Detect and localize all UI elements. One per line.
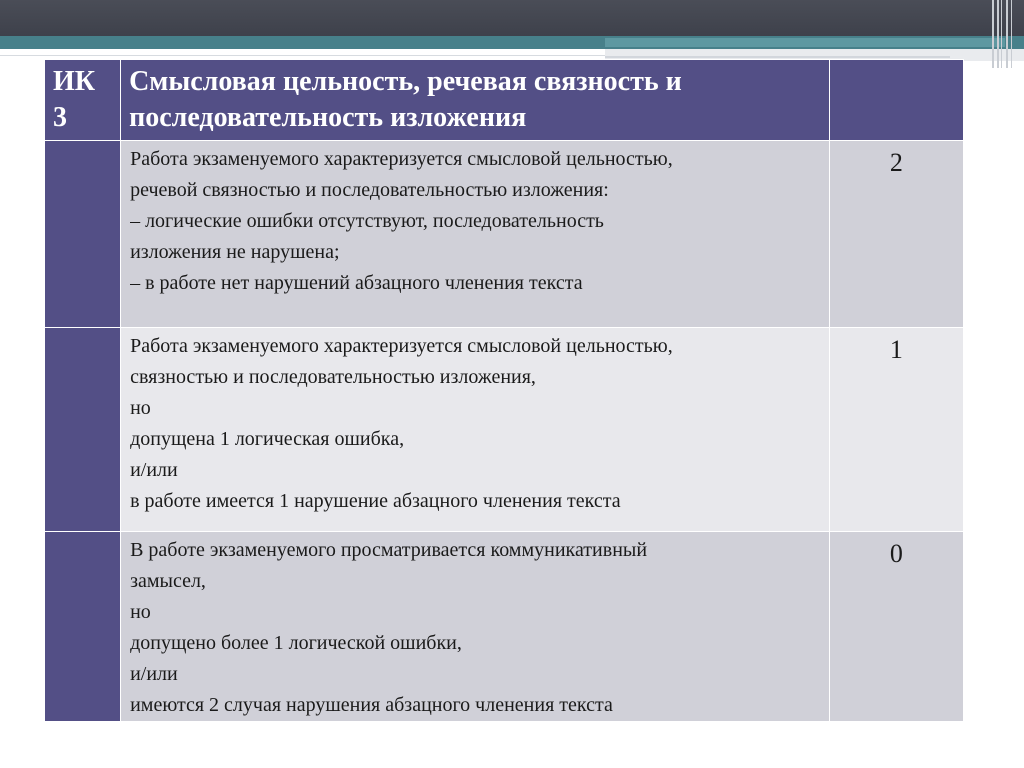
description-line: и/или [130, 663, 178, 685]
description-line: замысел, [130, 570, 206, 592]
criterion-code-line2: 3 [53, 102, 67, 133]
description-line: и/или [130, 459, 178, 481]
vertical-lines-ornament [992, 0, 1016, 68]
description-cell [121, 532, 830, 722]
description-line: имеются 2 случая нарушения абзацного членения текста [130, 694, 613, 716]
description-line: связностью и последовательностью изложения, [130, 366, 536, 388]
description-line: в работе имеется 1 нарушение абзацного членения текста [130, 490, 621, 512]
score-value: 2 [889, 148, 903, 177]
score-cell [829, 532, 963, 722]
description-cell [121, 328, 830, 532]
description-line: – в работе нет нарушений абзацного членения текста [130, 272, 583, 294]
row-marker-cell [45, 328, 121, 532]
table-row [45, 141, 964, 328]
table-header-row [45, 60, 964, 141]
teal-highlight-band [605, 38, 1005, 47]
description-line: допущена 1 логическая ошибка, [130, 428, 405, 450]
score-cell [829, 141, 963, 328]
score-value: 0 [889, 539, 903, 568]
row-marker-cell [45, 532, 121, 722]
description-cell [121, 141, 830, 328]
score-header-cell [829, 60, 963, 141]
criterion-title-line1: Смысловая цельность, речевая связность и [129, 66, 682, 97]
table-row [45, 328, 964, 532]
top-decorative-band [0, 0, 1024, 36]
description-line: изложения не нарушена; [130, 241, 340, 263]
row-marker-cell [45, 141, 121, 328]
criterion-title-cell [121, 60, 830, 141]
score-header [830, 60, 963, 64]
description-line: но [130, 397, 151, 419]
criterion-code-cell [45, 60, 121, 141]
score-cell [829, 328, 963, 532]
description-line: – логические ошибки отсутствуют, последовательность [130, 210, 604, 232]
white-decorative-strip [0, 49, 605, 56]
thin-decorative-line [605, 56, 950, 58]
description-line: В работе экзаменуемого просматривается коммуникативный [130, 539, 648, 561]
description-line: Работа экзаменуемого характеризуется смысловой цельностью, [130, 335, 673, 357]
description-line: речевой связностью и последовательностью изложения: [130, 179, 609, 201]
criterion-code-line1: ИК [53, 66, 96, 97]
criterion-title-line2: последовательность изложения [129, 102, 527, 133]
description-line: Работа экзаменуемого характеризуется смысловой цельностью, [130, 148, 673, 170]
description-line: допущено более 1 логической ошибки, [130, 632, 462, 654]
criteria-table [44, 59, 964, 722]
description-line: но [130, 601, 151, 623]
table-row [45, 532, 964, 722]
score-value: 1 [889, 335, 903, 364]
